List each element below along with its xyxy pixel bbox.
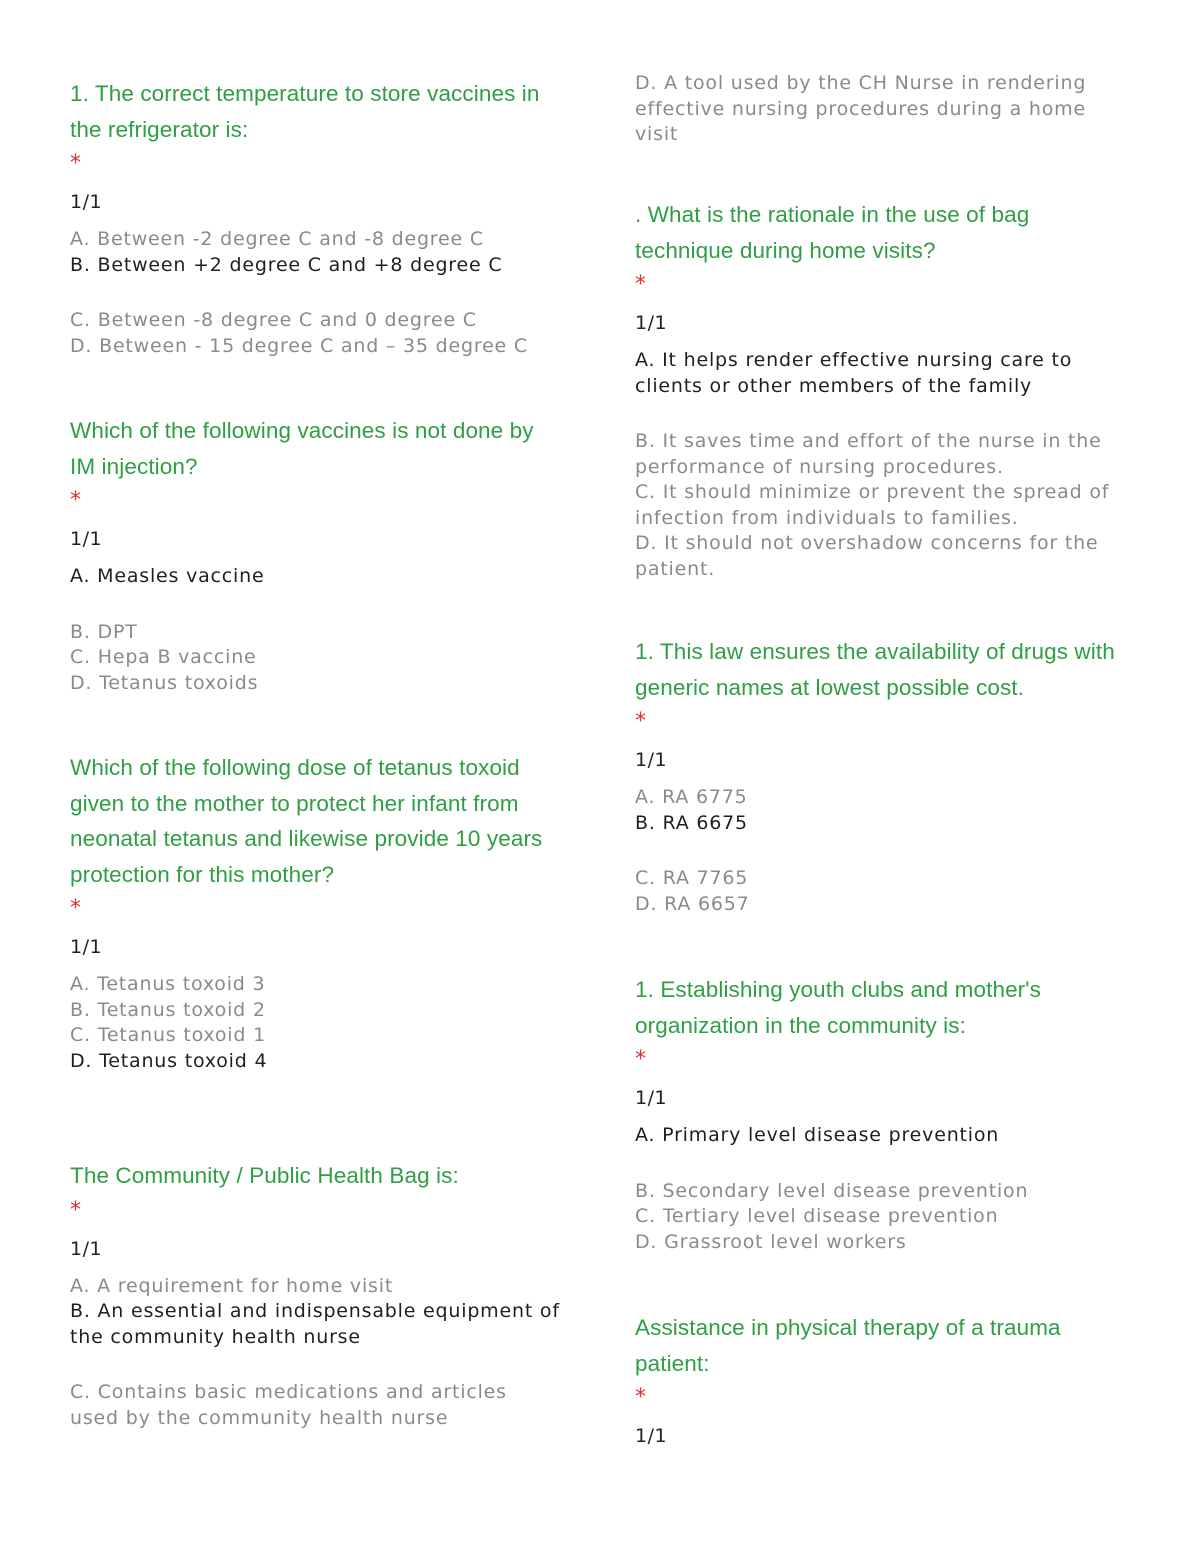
question-text: Assistance in physical therapy of a trauma patient: (635, 1315, 1061, 1376)
question-block (635, 1310, 1135, 1461)
score-label: 1/1 (635, 312, 668, 334)
option[interactable]: D. Between - 15 degree C and – 35 degree C (70, 334, 528, 357)
score-label: 1/1 (70, 528, 103, 550)
required-asterisk: * (635, 1047, 646, 1072)
score-label: 1/1 (70, 936, 103, 958)
option-selected[interactable]: A. It helps render effective nursing care to clients or other members of the family (635, 349, 1073, 397)
option[interactable]: A. A requirement for home visit (70, 1274, 394, 1297)
required-asterisk: * (635, 272, 646, 297)
required-asterisk: * (70, 488, 81, 513)
option[interactable]: D. A tool used by the CH Nurse in rendering effective nursing procedures during a home visit (635, 72, 1087, 145)
option-selected[interactable]: B. An essential and indispensable equipment of the community health nurse (70, 1300, 560, 1348)
option[interactable]: C. Hepa B vaccine (70, 646, 257, 668)
required-asterisk: * (635, 1385, 646, 1410)
option[interactable]: D. Tetanus toxoids (70, 671, 259, 694)
option[interactable]: D. It should not overshadow concerns for the patient. (635, 532, 1099, 580)
question-text: . What is the rationale in the use of bag technique during home visits? (635, 202, 1030, 263)
question-continuation (635, 71, 1135, 148)
question-block (70, 750, 570, 1074)
option[interactable]: C. It should minimize or prevent the spread of infection from individuals to families. (635, 481, 1110, 529)
option[interactable]: C. Tertiary level disease prevention (635, 1205, 999, 1227)
option[interactable]: B. Tetanus toxoid 2 (70, 998, 266, 1021)
question-text: Which of the following vaccines is not done by IM injection? (70, 418, 534, 479)
option[interactable]: A. Tetanus toxoid 3 (70, 973, 266, 995)
option-selected[interactable]: A. Primary level disease prevention (635, 1124, 1000, 1146)
option[interactable]: B. Secondary level disease prevention (635, 1179, 1029, 1202)
question-text: 1. This law ensures the availability of drugs with generic names at lowest possible cost. (635, 639, 1115, 700)
question-text: The Community / Public Health Bag is: (70, 1163, 459, 1188)
score-label: 1/1 (635, 1087, 668, 1109)
question-block (635, 972, 1135, 1255)
question-block (70, 413, 570, 696)
option-selected[interactable]: D. Tetanus toxoid 4 (70, 1049, 268, 1072)
option[interactable]: D. Grassroot level workers (635, 1230, 907, 1253)
score-label: 1/1 (635, 749, 668, 771)
question-text: Which of the following dose of tetanus toxoid given to the mother to protect her infant from neonatal tetanus and likewise provide 10 years protection for this mother? (70, 755, 543, 887)
option[interactable]: D. RA 6657 (635, 892, 750, 915)
score-label: 1/1 (70, 191, 103, 213)
option[interactable]: A. RA 6775 (635, 786, 748, 808)
question-block (635, 197, 1135, 582)
option-selected[interactable]: A. Measles vaccine (70, 565, 265, 587)
question-block (70, 76, 570, 359)
score-label: 1/1 (70, 1237, 103, 1260)
option[interactable]: B. DPT (70, 620, 138, 643)
question-text: 1. Establishing youth clubs and mother's organization in the community is: (635, 977, 1042, 1038)
option[interactable]: C. Tetanus toxoid 1 (70, 1024, 266, 1046)
question-block (70, 1158, 570, 1431)
required-asterisk: * (70, 896, 81, 921)
option[interactable]: C. Between -8 degree C and 0 degree C (70, 309, 477, 331)
option[interactable]: B. It saves time and effort of the nurse in the performance of nursing procedures. (635, 430, 1102, 478)
question-text: 1. The correct temperature to store vaccines in the refrigerator is: (70, 81, 540, 142)
option-selected[interactable]: B. Between +2 degree C and +8 degree C (70, 253, 503, 276)
option[interactable]: C. RA 7765 (635, 867, 749, 889)
required-asterisk: * (635, 709, 646, 734)
score-label: 1/1 (635, 1425, 668, 1447)
question-block (635, 634, 1135, 917)
option[interactable]: C. Contains basic medications and articles used by the community health nurse (70, 1381, 507, 1429)
required-asterisk: * (70, 151, 81, 176)
option-selected[interactable]: B. RA 6675 (635, 811, 748, 834)
required-asterisk: * (70, 1197, 81, 1223)
option[interactable]: A. Between -2 degree C and -8 degree C (70, 228, 484, 250)
